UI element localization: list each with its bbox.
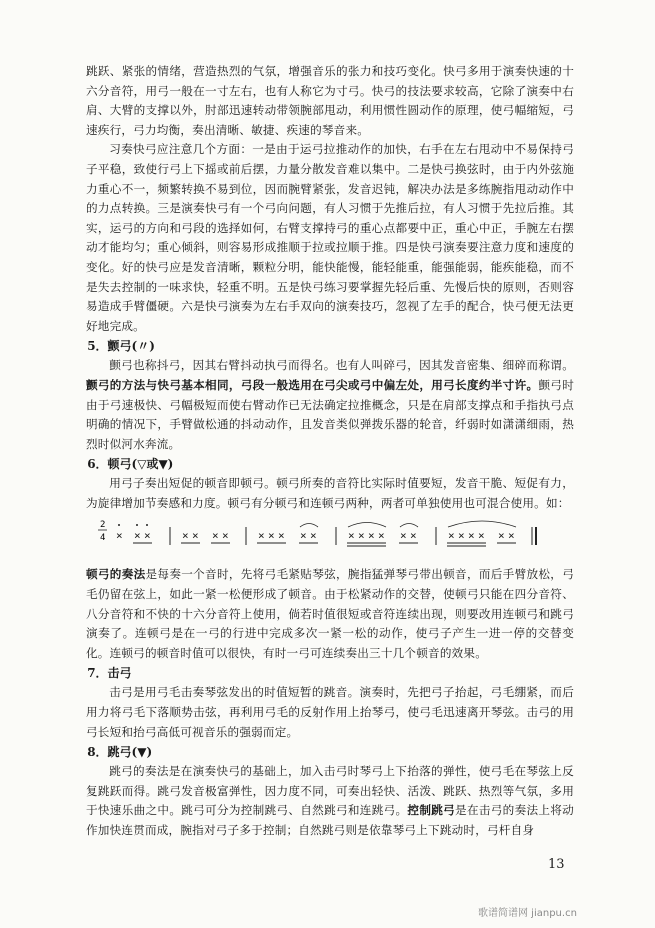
svg-text:×: × [222, 529, 229, 543]
bar-3 [257, 524, 318, 544]
text-run: 颤弓的方法与快弓基本相同，弓段一般选用在弓尖或弓中偏左处，用弓长度约半寸许。 [86, 377, 539, 392]
svg-text:×: × [348, 529, 355, 543]
paragraph [86, 762, 574, 840]
bar-1 [116, 524, 152, 543]
svg-text:×: × [410, 529, 417, 543]
bar-2 [181, 529, 230, 543]
text-run: 控制跳弓 [407, 803, 456, 818]
svg-text:×: × [458, 529, 465, 543]
svg-text:×: × [144, 529, 151, 543]
bar-4 [347, 523, 418, 547]
time-signature-top: 2 [100, 520, 106, 531]
svg-text:×: × [378, 529, 385, 543]
site-watermark: 歌谱简谱网 jianpu.cn [478, 908, 577, 919]
paragraph: 习奏快弓应注意几个方面：一是由于运弓拉推动作的加快，右手在左右甩动中不易保持弓子平稳，致使行弓上下摇或前后摆，力量分散发音难以集中。二是快弓换弦时，由于内外弦施力重心不一，频繁转换不易到位，因而腕臂紧张，发音迟钝，解决办法是多练腕指甩动动作中的力点转换。三是演奏快弓有一个弓向问题，有人习惯于先推后拉，有人习惯于先拉后推。其实，运弓的方向和弓段的选择如何，右臂支撑持弓的重心点都要中正，重心中正，手腕左右摆动才能均匀；重心倾斜，则容易形成推顺于拉或拉顺于推。四是快弓演奏要注意力度和速度的变化。好的快弓应是发音清晰，颗粒分明，能快能慢，能轻能重，能强能弱，能疾能稳，而不是失去控制的一味求快，轻重不明。五是快弓练习要掌握先轻后重、先慢后快的原则，否则容易造成手臂僵硬。六是快弓演奏为左右手双向的演奏技巧，忽视了左手的配合，快弓便无法更好地完成。 [86, 142, 574, 333]
bar-5 [447, 521, 516, 546]
svg-text:×: × [508, 529, 515, 543]
svg-text:×: × [192, 529, 199, 543]
paragraph: 击弓是用弓毛击奏琴弦发出的时值短暂的跳音。演奏时，先把弓子抬起，弓毛绷紧，而后用力将弓毛下落顺势击弦，再利用弓毛的反射作用上抬琴弓，使弓毛迅速离开琴弦。击弓的用弓长短和抬弓高低可视音乐的强弱而定。 [86, 685, 574, 739]
text-run: 颤弓也称抖弓，因其右臂抖动执弓而得名。也有人叫碎弓，因其发音密集、细碎而称谓。 [109, 358, 574, 373]
text-run: 是在演奏快弓的基础上，加入击弓时琴弓上下抬落的弹性，使弓毛在琴弦上反复跳跃而得。跳弓发音极富弹性，因力度不同，可奏出轻快、活泼、跳跃、热烈等气氛，多用于快速乐曲之中。跳弓可分为控制跳弓、自然跳弓和连跳弓。 [86, 764, 574, 818]
svg-text:×: × [258, 529, 265, 543]
svg-text:×: × [358, 529, 365, 543]
svg-text:×: × [448, 529, 455, 543]
svg-text:×: × [134, 529, 141, 543]
text-run: 颤弓时由于弓速极快、弓幅极短而使右臂动作已无法确定拉推概念，只是在肩部支撑点和手指执弓点明确的情况下，手臂做松通的抖动动作，且发音类似弹拨乐器的轮音，纤弱时如潇潇细雨，热烈时似河水奔流。 [86, 377, 574, 451]
text-run: 是每奏一个音时，先将弓毛紧贴琴弦，腕指猛弹琴弓带出顿音，而后手臂放松，弓毛仍留在弦上，如此一紧一松便形成了顿音。由于松紧动作的交替，使顿弓只能在四分音符、八分音符和不快的十六分音符上使用，倘若时值很短或音符连续出现，则要改用连顿弓和跳弓演奏了。连顿弓是在一弓的行进中完成多次一紧一松的动作，使弓子产生一进一停的交替变化。连顿弓的顿音时值可以很快，有时一弓可连续奏出三十几个顿音的效果。 [86, 567, 574, 660]
svg-text:×: × [278, 529, 285, 543]
svg-text:×: × [268, 529, 275, 543]
section-heading-spiccato: 8．跳弓(▼) [87, 745, 153, 760]
svg-text:×: × [116, 529, 123, 543]
svg-text:×: × [310, 529, 317, 543]
svg-text:×: × [498, 529, 505, 543]
paragraph [86, 565, 574, 663]
svg-text:×: × [468, 529, 475, 543]
page-number: 13 [548, 857, 565, 872]
section-heading-strike: 7．击弓 [87, 666, 132, 681]
time-signature-bottom: 4 [100, 533, 106, 544]
rhythm-notation-example [86, 515, 574, 561]
svg-text:×: × [300, 529, 307, 543]
svg-text:×: × [212, 529, 219, 543]
section-heading-tremolo: 5．颤弓(〃) [87, 339, 155, 354]
document-body [86, 62, 574, 841]
text-run: 是在击弓的奏法上将动作加快连贯而成，腕指对弓子多于控制；自然跳弓则是依靠琴弓上下跳动时，弓杆自身 [86, 803, 574, 837]
text-run: 顿弓的奏法 [86, 567, 146, 582]
notation-svg [86, 515, 574, 561]
text-run: 跳弓的奏法 [109, 764, 169, 779]
svg-text:×: × [182, 529, 189, 543]
section-heading-staccato: 6．顿弓(▽或▼) [87, 457, 174, 472]
svg-text:×: × [400, 529, 407, 543]
paragraph [86, 356, 574, 454]
svg-text:×: × [368, 529, 375, 543]
svg-text:×: × [478, 529, 485, 543]
paragraph: 跳跃、紧张的情绪，营造热烈的气氛，增强音乐的张力和技巧变化。快弓多用于演奏快速的十六分音符，用弓一般在一寸左右，也有人称它为寸弓。快弓的技法要求较高，它除了演奏中右肩、大臂的支撑以外，肘部迅速转动带领腕部甩动，利用惯性圆动作的原理，使弓幅缩短，弓速疾行，弓力均衡，奏出清晰、敏捷、疾速的琴音来。 [86, 64, 574, 137]
paragraph: 用弓子奏出短促的顿音即顿弓。顿弓所奏的音符比实际时值要短，发音干脆、短促有力，为旋律增加节奏感和力度。顿弓有分顿弓和连顿弓两种，两者可单独使用也可混合使用。如： [86, 476, 574, 510]
